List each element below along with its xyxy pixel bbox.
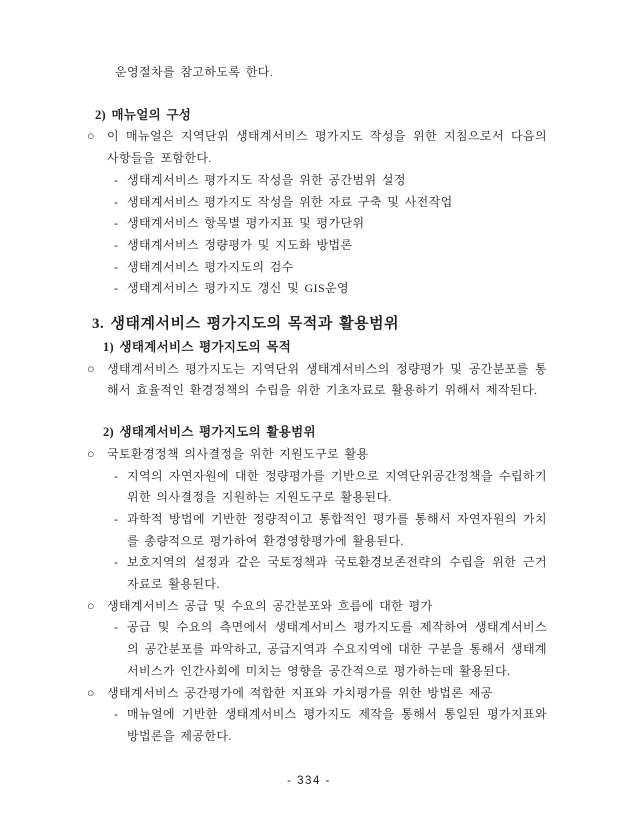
dash-bullet-icon: -: [114, 555, 118, 570]
list-item: [114, 170, 547, 192]
list-item: [114, 213, 547, 235]
bullet-text: 생태계서비스 공간평가에 적합한 지표와 가치평가를 위한 방법론 제공: [107, 685, 493, 700]
heading-purpose: 1) 생태계서비스 평가지도의 목적: [103, 340, 292, 355]
list-item-text: 과학적 방법에 기반한 정량적이고 통합적인 평가를 통해서 자연자원의 가치를 총량적으로 평가하여 환경영향평가에 활용된다.: [127, 511, 547, 548]
dash-bullet-icon: -: [114, 707, 118, 722]
circle-bullet-icon: ○: [87, 129, 95, 144]
circle-bullet-icon: ○: [87, 685, 95, 700]
heading-manual-composition: 2) 매뉴얼의 구성: [95, 107, 192, 122]
dash-bullet-icon: -: [114, 511, 118, 526]
circle-bullet-icon: ○: [87, 446, 95, 461]
list-item-text: 생태계서비스 평가지도의 검수: [127, 259, 294, 274]
heading-section-3: 3. 생태계서비스 평가지도의 목적과 활용범위: [92, 316, 400, 333]
heading-scope: 2) 생태계서비스 평가지도의 활용범위: [103, 425, 316, 440]
list-item: [114, 509, 547, 552]
dash-bullet-icon: -: [114, 216, 118, 231]
bullet-text: 생태계서비스 공급 및 수요의 공간분포와 흐름에 대한 평가: [107, 598, 433, 613]
list-item-text: 지역의 자연자원에 대한 정량평가를 기반으로 지역단위공간정책을 수립하기 위한 의사결정을 지원하는 지원도구로 활용된다.: [127, 468, 547, 505]
bullet-item-purpose: [87, 359, 547, 402]
bullet-item-scope-3: [87, 683, 547, 705]
list-item: [114, 235, 547, 257]
bullet-item-manual-intro: [87, 126, 547, 169]
bullet-item-scope-2: [87, 596, 547, 618]
list-item: [114, 257, 547, 279]
circle-bullet-icon: ○: [87, 598, 95, 613]
list-item: [114, 466, 547, 509]
list-item-text: 공급 및 수요의 측면에서 생태계서비스 평가지도를 제작하여 생태계서비스의 공간분포를 파악하고, 공급지역과 수요지역에 대한 구분을 통해서 생태계서비스가 인간사회에 미치는 영향을 공간적으로 평가하는데 활용된다.: [127, 620, 547, 678]
dash-bullet-icon: -: [114, 172, 118, 187]
document-content: [87, 62, 547, 748]
list-item-text: 생태계서비스 평가지도 갱신 및 GIS운영: [127, 281, 350, 296]
bullet-item-scope-1: [87, 444, 547, 466]
list-item: [114, 617, 547, 682]
list-item: [114, 192, 547, 214]
bullet-text: 생태계서비스 평가지도는 지역단위 생태계서비스의 정량평가 및 공간분포를 통해서 효율적인 환경정책의 수립을 위한 기초자료로 활용하기 위해서 제작된다.: [107, 361, 547, 398]
list-item-text: 생태계서비스 정량평가 및 지도화 방법론: [127, 237, 353, 252]
dash-bullet-icon: -: [114, 620, 118, 635]
dash-bullet-icon: -: [114, 237, 118, 252]
list-item: [114, 704, 547, 747]
list-item-text: 생태계서비스 항목별 평가지표 및 평가단위: [127, 216, 365, 231]
dash-bullet-icon: -: [114, 194, 118, 209]
paragraph-continuation: 운영절차를 참고하도록 한다.: [115, 65, 274, 79]
list-item-text: 생태계서비스 평가지도 작성을 위한 공간범위 설정: [127, 172, 406, 187]
bullet-text: 국토환경정책 의사결정을 위한 지원도구로 활용: [107, 446, 369, 461]
list-item-text: 매뉴얼에 기반한 생태계서비스 평가지도 제작을 통해서 통일된 평가지표와 방법론을 제공한다.: [127, 707, 547, 743]
list-item: [114, 552, 547, 595]
list-item-text: 생태계서비스 평가지도 작성을 위한 자료 구축 및 사전작업: [127, 194, 453, 209]
circle-bullet-icon: ○: [87, 361, 95, 376]
dash-bullet-icon: -: [114, 468, 118, 483]
list-item: [114, 278, 547, 300]
dash-bullet-icon: -: [114, 281, 118, 296]
page-number: - 334 -: [287, 775, 331, 787]
dash-bullet-icon: -: [114, 259, 118, 274]
bullet-text: 이 매뉴얼은 지역단위 생태계서비스 평가지도 작성을 위한 지침으로서 다음의 사항들을 포함한다.: [107, 129, 547, 166]
list-item-text: 보호지역의 설정과 같은 국토정책과 국토환경보존전략의 수립을 위한 근거자료로 활용된다.: [127, 555, 547, 592]
